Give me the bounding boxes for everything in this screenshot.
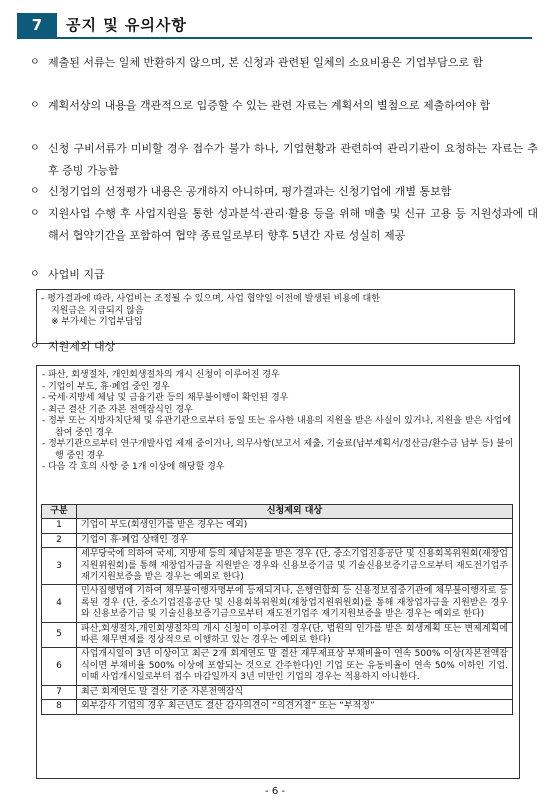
exclusion-box [36, 365, 520, 779]
row-text: 민사집행법에 기하여 채무불이행자명부에 등재되거나, 은행연합회 등 신용정보집중기관에 채무불이행자로 등록된 경우 (단, 중소기업진흥공단 및 신용회복위원회(재창업지원위원회)를 통해 재창업자금을 지원받은 경우와 신용보증기금 및 기술신용보증기금으로부터 재도전기업주 재기지원보증을 받은 경우는 예외로 한다) [77, 585, 513, 622]
bullet-marker: ㅇ [30, 208, 40, 219]
table-row [42, 622, 513, 648]
row-text: 최근 회계연도 말 결산 기준 자본전액잠식 [77, 685, 513, 699]
exclusion-line: - 최근 결산 기준 자본 전액잠식인 경우 [42, 404, 193, 415]
payment-note-line: 지원금은 지급되지 않음 [51, 305, 144, 316]
bullet-text: 사업비 지급 [48, 268, 105, 281]
row-text: 외부감사 기업의 경우 최근년도 결산 감사의견이 “의견거절” 또는 “부적정” [77, 700, 513, 714]
section-header [17, 13, 532, 37]
bullet-marker: ㅇ [30, 341, 40, 352]
table-row [42, 519, 513, 533]
table-row [42, 685, 513, 699]
row-number: 5 [42, 622, 77, 648]
header-target: 신청제외 대상 [77, 505, 513, 519]
table-row [42, 585, 513, 622]
bullet-text: 계획서상의 내용을 객관적으로 입증할 수 있는 관련 자료는 계획서의 별첨으로 제출하여야 함 [48, 99, 491, 112]
row-number: 2 [42, 533, 77, 547]
bullet-text: 지원사업 수행 후 사업지원을 통한 성과분석·관리·활용 등을 위해 매출 및 신규 고용 등 지원성과에 대해서 협약기간을 포함하여 협약 종료일로부터 향후 5년간 자료 성실히 제공 [48, 207, 538, 242]
exclusion-line: - 국세·지방세 체납 및 금융기관 등의 채무불이행이 확인된 경우 [42, 393, 289, 403]
row-text: 기업이 휴·폐업 상태인 경우 [77, 533, 513, 547]
exclusion-line: - 정부기관으로부터 연구개발사업 제재 중이거나, 의무사항(보고서 제출, 기술료(납부계획서/정산금/환수금 납부 등) 불이행 중인 경우 [42, 439, 514, 461]
row-number: 4 [42, 585, 77, 622]
exclusion-line: - 다음 각 호의 사항 중 1개 이상에 해당할 경우 [42, 462, 225, 472]
row-number: 8 [42, 700, 77, 714]
bullet-text: 신청기업의 선정평가 내용은 공개하지 아니하며, 평가결과는 신청기업에 개별 통보함 [48, 185, 452, 198]
bullet-item [30, 138, 538, 181]
bullet-marker: ㅇ [30, 269, 40, 280]
table-header-row [42, 505, 513, 519]
bullet-item [30, 181, 538, 203]
bullet-text: 신청 구비서류가 미비할 경우 접수가 불가 하나, 기업현황과 관련하여 관리기관이 요청하는 자료는 추후 증빙 가능함 [48, 142, 538, 177]
section-title: 공지 및 유의사항 [66, 16, 187, 34]
row-number: 3 [42, 548, 77, 585]
payment-note-vat: ※ 부가세는 기업부담임 [51, 317, 143, 327]
page-number: - 6 - [265, 786, 285, 797]
exclusion-line: - 정부 또는 지방자치단체 및 유관기관으로부터 동일 또는 유사한 내용의 지원을 받은 사실이 있거나, 지원을 받은 사업에 참여 중인 경우 [42, 416, 512, 438]
bullet-item [30, 52, 538, 74]
bullet-item [30, 264, 538, 286]
row-number: 1 [42, 519, 77, 533]
section-number: 7 [17, 13, 57, 37]
payment-note-line: - 평가결과에 따라, 사업비는 조정될 수 있으며, 사업 협약일 이전에 발생된 비용에 대한 [41, 294, 380, 304]
table-row [42, 533, 513, 547]
bullet-marker: ㅇ [30, 100, 40, 111]
exclusion-line: - 파산, 회생절차, 개인회생절차의 개시 신청이 이루어진 경우 [42, 370, 280, 380]
exclusion-line: - 기업이 부도, 휴·폐업 중인 경우 [42, 381, 170, 392]
table-row [42, 700, 513, 714]
row-text: 기업이 부도(회생인가를 받은 경우는 예외) [77, 519, 513, 533]
bullet-text: 제출된 서류는 일체 반환하지 않으며, 본 신청과 관련된 일체의 소요비용은 기업부담으로 함 [48, 56, 484, 69]
row-text: 파산,회생절차,개인회생절차의 개시 신청이 이루어진 경우(단, 법원의 인가를 받은 회생계획 또는 변제계획에 따른 채무변제를 정상적으로 이행하고 있는 경우는 예외로 한다) [77, 622, 513, 648]
bullet-item [30, 95, 538, 117]
bullet-item [30, 336, 538, 358]
row-number: 7 [42, 685, 77, 699]
exclusion-table [41, 504, 513, 715]
bullet-item [30, 203, 538, 246]
bullet-marker: ㅇ [30, 57, 40, 68]
table-row [42, 548, 513, 585]
row-text: 사업개시일이 3년 이상이고 최근 2개 회계연도 말 결산 재무제표상 부채비율이 연속 500% 이상(자본전액잠식이면 부채비율 500% 이상에 포함되는 것으로 간주한다)인 기업 또는 유동비율이 연속 50% 이하인 기업. 이때 사업개시일로부터 접수 마감일까지 3년 미만인 기업의 경우는 적용하지 아니한다. [77, 648, 513, 685]
row-number: 6 [42, 648, 77, 685]
bullet-marker: ㅇ [30, 143, 40, 154]
table-row [42, 648, 513, 685]
header-category: 구분 [42, 505, 77, 519]
row-text: 세무당국에 의하여 국세, 지방세 등의 체납처분을 받은 경우 (단, 중소기업진흥공단 및 신용회복위원회(재창업지원위원회)를 통해 재창업자금을 지원받은 경우와 신용보증기금 및 기술신용보증기금으로부터 재도전기업주 재기지원보증을 받은 경우는 예외로 한다) [77, 548, 513, 585]
section-underline [17, 37, 532, 39]
bullet-text: 지원제외 대상 [48, 340, 116, 353]
bullet-marker: ㅇ [30, 186, 40, 197]
